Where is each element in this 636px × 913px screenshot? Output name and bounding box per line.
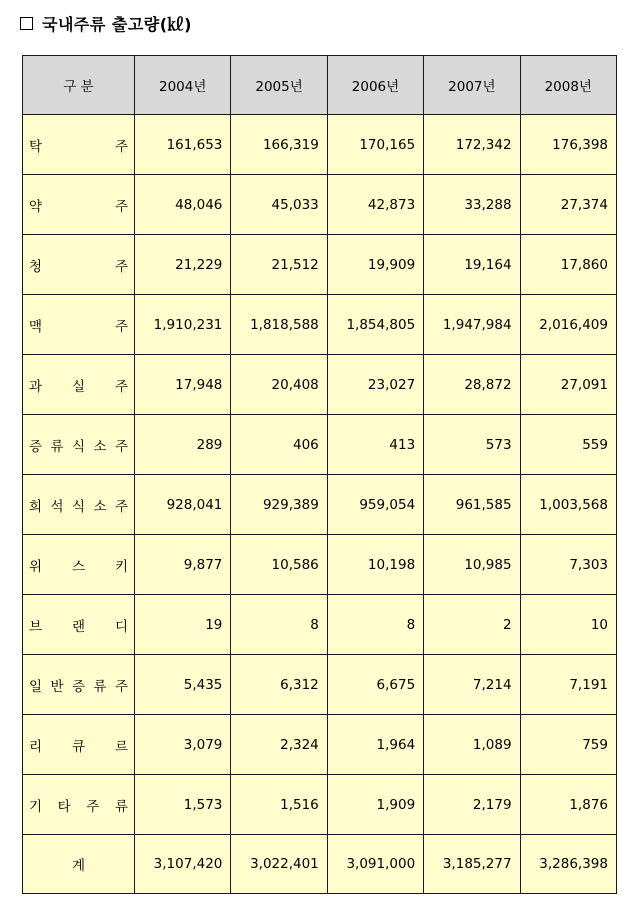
table-cell: 19 <box>135 595 231 655</box>
table-cell: 1,909 <box>327 775 423 835</box>
table-cell: 170,165 <box>327 115 423 175</box>
table-cell: 21,512 <box>231 235 327 295</box>
header-year: 2008년 <box>520 56 616 115</box>
row-label: 약 주 <box>23 175 135 235</box>
table-cell: 45,033 <box>231 175 327 235</box>
table-cell: 166,319 <box>231 115 327 175</box>
table-cell: 23,027 <box>327 355 423 415</box>
table-cell: 28,872 <box>424 355 520 415</box>
table-cell: 3,079 <box>135 715 231 775</box>
table-cell: 8 <box>327 595 423 655</box>
total-cell: 3,185,277 <box>424 835 520 894</box>
table-row <box>23 655 617 715</box>
row-label: 탁 주 <box>23 115 135 175</box>
table-cell: 929,389 <box>231 475 327 535</box>
table-cell: 33,288 <box>424 175 520 235</box>
table-cell: 1,964 <box>327 715 423 775</box>
table-cell: 559 <box>520 415 616 475</box>
table-row <box>23 715 617 775</box>
table-cell: 42,873 <box>327 175 423 235</box>
table-cell: 9,877 <box>135 535 231 595</box>
checkbox-square-icon <box>20 17 33 30</box>
table-cell: 27,374 <box>520 175 616 235</box>
header-year: 2005년 <box>231 56 327 115</box>
table-header-row <box>23 56 617 115</box>
total-cell: 3,107,420 <box>135 835 231 894</box>
table-cell: 6,312 <box>231 655 327 715</box>
table-body <box>23 115 617 835</box>
table-cell: 406 <box>231 415 327 475</box>
header-year: 2004년 <box>135 56 231 115</box>
table-row <box>23 775 617 835</box>
table-cell: 10,985 <box>424 535 520 595</box>
total-cell: 3,091,000 <box>327 835 423 894</box>
table-cell: 20,408 <box>231 355 327 415</box>
table-cell: 928,041 <box>135 475 231 535</box>
row-label: 과 실 주 <box>23 355 135 415</box>
title-text: 국내주류 출고량(㎘) <box>42 14 192 34</box>
row-label: 브 랜 디 <box>23 595 135 655</box>
table-cell: 1,910,231 <box>135 295 231 355</box>
table-row <box>23 175 617 235</box>
header-year: 2007년 <box>424 56 520 115</box>
table-cell: 27,091 <box>520 355 616 415</box>
row-label: 기 타 주 류 <box>23 775 135 835</box>
table-total-row <box>23 835 617 894</box>
table-cell: 8 <box>231 595 327 655</box>
row-label: 리 큐 르 <box>23 715 135 775</box>
table-cell: 5,435 <box>135 655 231 715</box>
row-label: 일 반 증 류 주 <box>23 655 135 715</box>
table-cell: 7,214 <box>424 655 520 715</box>
table-cell: 21,229 <box>135 235 231 295</box>
table-row <box>23 295 617 355</box>
table-row <box>23 415 617 475</box>
table-cell: 1,947,984 <box>424 295 520 355</box>
table-cell: 176,398 <box>520 115 616 175</box>
table-cell: 1,516 <box>231 775 327 835</box>
table-cell: 19,164 <box>424 235 520 295</box>
table-row <box>23 595 617 655</box>
table-cell: 1,089 <box>424 715 520 775</box>
table-cell: 573 <box>424 415 520 475</box>
table-row <box>23 535 617 595</box>
table-cell: 1,854,805 <box>327 295 423 355</box>
table-cell: 7,303 <box>520 535 616 595</box>
row-label: 청 주 <box>23 235 135 295</box>
table-row <box>23 355 617 415</box>
table-cell: 172,342 <box>424 115 520 175</box>
table-cell: 161,653 <box>135 115 231 175</box>
table-cell: 7,191 <box>520 655 616 715</box>
table-cell: 2 <box>424 595 520 655</box>
table-cell: 959,054 <box>327 475 423 535</box>
table-cell: 19,909 <box>327 235 423 295</box>
row-label: 희 석 식 소 주 <box>23 475 135 535</box>
table-cell: 2,324 <box>231 715 327 775</box>
table-cell: 759 <box>520 715 616 775</box>
table-cell: 10,586 <box>231 535 327 595</box>
table-cell: 48,046 <box>135 175 231 235</box>
table-cell: 17,860 <box>520 235 616 295</box>
table-cell: 289 <box>135 415 231 475</box>
table-row <box>23 475 617 535</box>
table-cell: 1,003,568 <box>520 475 616 535</box>
table-cell: 1,573 <box>135 775 231 835</box>
row-label: 증 류 식 소 주 <box>23 415 135 475</box>
table-cell: 2,016,409 <box>520 295 616 355</box>
total-label: 계 <box>23 835 135 894</box>
table-cell: 1,876 <box>520 775 616 835</box>
table-row <box>23 115 617 175</box>
header-year: 2006년 <box>327 56 423 115</box>
table-cell: 17,948 <box>135 355 231 415</box>
table-cell: 2,179 <box>424 775 520 835</box>
table-cell: 413 <box>327 415 423 475</box>
table-cell: 6,675 <box>327 655 423 715</box>
document-title <box>20 11 192 35</box>
table-row <box>23 235 617 295</box>
row-label: 맥 주 <box>23 295 135 355</box>
row-label: 위 스 키 <box>23 535 135 595</box>
table-cell: 1,818,588 <box>231 295 327 355</box>
table-cell: 961,585 <box>424 475 520 535</box>
total-cell: 3,286,398 <box>520 835 616 894</box>
total-cell: 3,022,401 <box>231 835 327 894</box>
table-cell: 10,198 <box>327 535 423 595</box>
header-category: 구 분 <box>23 56 135 115</box>
table-cell: 10 <box>520 595 616 655</box>
liquor-shipment-table <box>22 55 617 894</box>
